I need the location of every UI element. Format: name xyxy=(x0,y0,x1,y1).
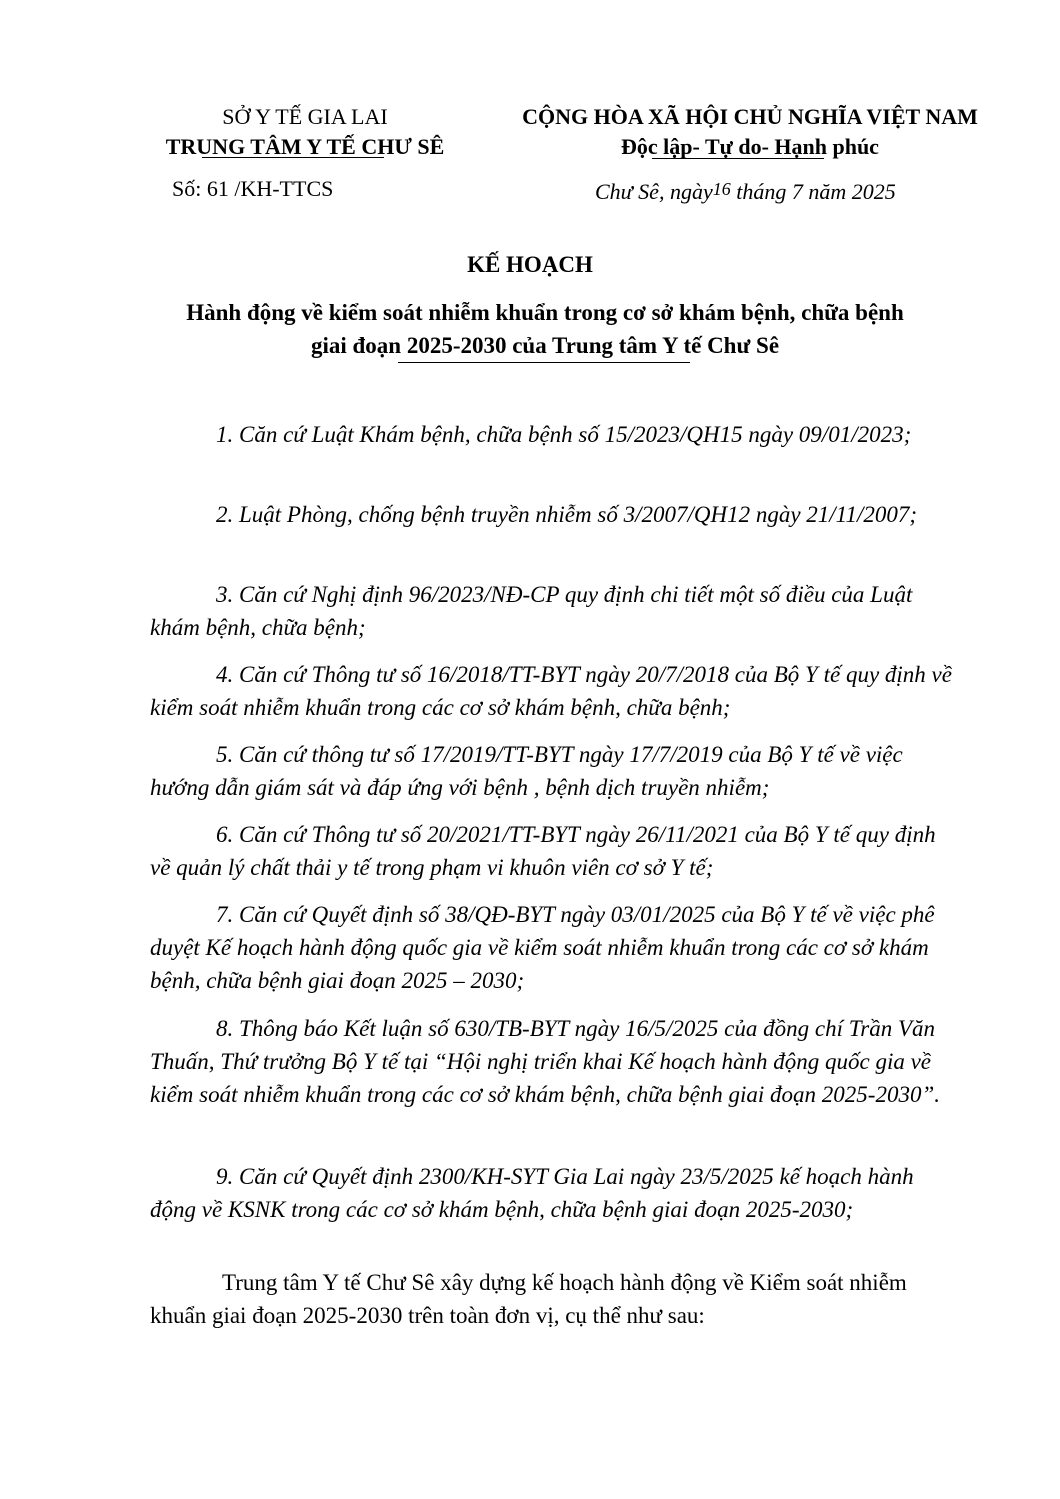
agency-underline xyxy=(202,157,384,158)
document-title: KẾ HOẠCH xyxy=(467,252,593,277)
agency-header xyxy=(140,102,470,162)
legal-basis-text: 6. Căn cứ Thông tư số 20/2021/TT-BYT ngày 26/11/2021 của Bộ Y tế quy định về quản lý chất thải y tế trong phạm vi khuôn viên cơ sở Y tế; xyxy=(150,822,936,880)
legal-basis-text: 7. Căn cứ Quyết định số 38/QĐ-BYT ngày 03/01/2025 của Bộ Y tế về việc phê duyệt Kế hoạch hành động quốc gia về kiểm soát nhiễm khuẩn trong các cơ sở khám bệnh, chữa bệnh giai đoạn 2025 – 2030; xyxy=(150,902,935,993)
legal-basis-text: 8. Thông báo Kết luận số 630/TB-BYT ngày 16/5/2025 của đồng chí Trần Văn Thuấn, Thứ trưởng Bộ Y tế tại “Hội nghị triển khai Kế hoạch hành động quốc gia về kiểm soát nhiễm khuẩn trong các cơ sở khám bệnh, chữa bệnh giai đoạn 2025-2030”. xyxy=(150,1016,941,1107)
subtitle-line-2: giai đoạn 2025-2030 của Trung tâm Y tế Chư Sê xyxy=(310,333,780,358)
intro-paragraph: Trung tâm Y tế Chư Sê xây dựng kế hoạch hành động về Kiểm soát nhiễm khuẩn giai đoạn 2025-2030 trên toàn đơn vị, cụ thể như sau: xyxy=(150,1270,907,1328)
date-suffix: tháng 7 năm 2025 xyxy=(730,179,896,204)
legal-basis-text: 5. Căn cứ thông tư số 17/2019/TT-BYT ngày 17/7/2019 của Bộ Y tế về việc hướng dẫn giám sát và đáp ứng với bệnh , bệnh dịch truyền nhiễm; xyxy=(150,742,903,800)
legal-basis-text: 9. Căn cứ Quyết định 2300/KH-SYT Gia Lai ngày 23/5/2025 kế hoạch hành động về KSNK trong các cơ sở khám bệnh, chữa bệnh giai đoạn 2025-2030; xyxy=(150,1164,914,1222)
agency-name: TRUNG TÂM Y TẾ CHƯ SÊ xyxy=(165,134,445,159)
date-day: 16 xyxy=(712,179,731,199)
legal-basis-item xyxy=(150,818,960,884)
legal-basis-item xyxy=(150,578,960,644)
legal-basis-text: 3. Căn cứ Nghị định 96/2023/NĐ-CP quy định chi tiết một số điều của Luật khám bệnh, chữa bệnh; xyxy=(150,582,913,640)
legal-basis-item xyxy=(150,1012,960,1111)
legal-basis-item xyxy=(150,738,960,804)
motto-underline xyxy=(652,158,824,159)
subtitle-underline xyxy=(398,362,690,363)
national-motto: Độc lập- Tự do- Hạnh phúc xyxy=(621,134,879,159)
document-date xyxy=(595,174,896,207)
document-subtitle xyxy=(140,296,950,362)
legal-basis-item xyxy=(150,898,960,997)
legal-basis-item xyxy=(150,658,960,724)
national-header xyxy=(495,102,1005,162)
legal-basis-text: 4. Căn cứ Thông tư số 16/2018/TT-BYT ngày 20/7/2018 của Bộ Y tế quy định về kiểm soát nhiễm khuẩn trong các cơ sở khám bệnh, chữa bệnh; xyxy=(150,662,952,720)
date-prefix: Chư Sê, ngày xyxy=(595,179,713,204)
document-number: Số: 61 /KH-TTCS xyxy=(172,176,334,201)
legal-basis-item xyxy=(150,498,960,531)
legal-basis-item xyxy=(150,418,960,451)
subtitle-line-1: Hành động về kiểm soát nhiễm khuẩn trong cơ sở khám bệnh, chữa bệnh xyxy=(186,300,904,325)
legal-basis-text: 2. Luật Phòng, chống bệnh truyền nhiễm số 3/2007/QH12 ngày 21/11/2007; xyxy=(216,502,918,527)
legal-basis-text: 1. Căn cứ Luật Khám bệnh, chữa bệnh số 15/2023/QH15 ngày 09/01/2023; xyxy=(216,422,912,447)
legal-basis-item xyxy=(150,1160,960,1226)
agency-parent: SỞ Y TẾ GIA LAI xyxy=(222,104,388,129)
country-name: CỘNG HÒA XÃ HỘI CHỦ NGHĨA VIỆT NAM xyxy=(522,104,978,129)
